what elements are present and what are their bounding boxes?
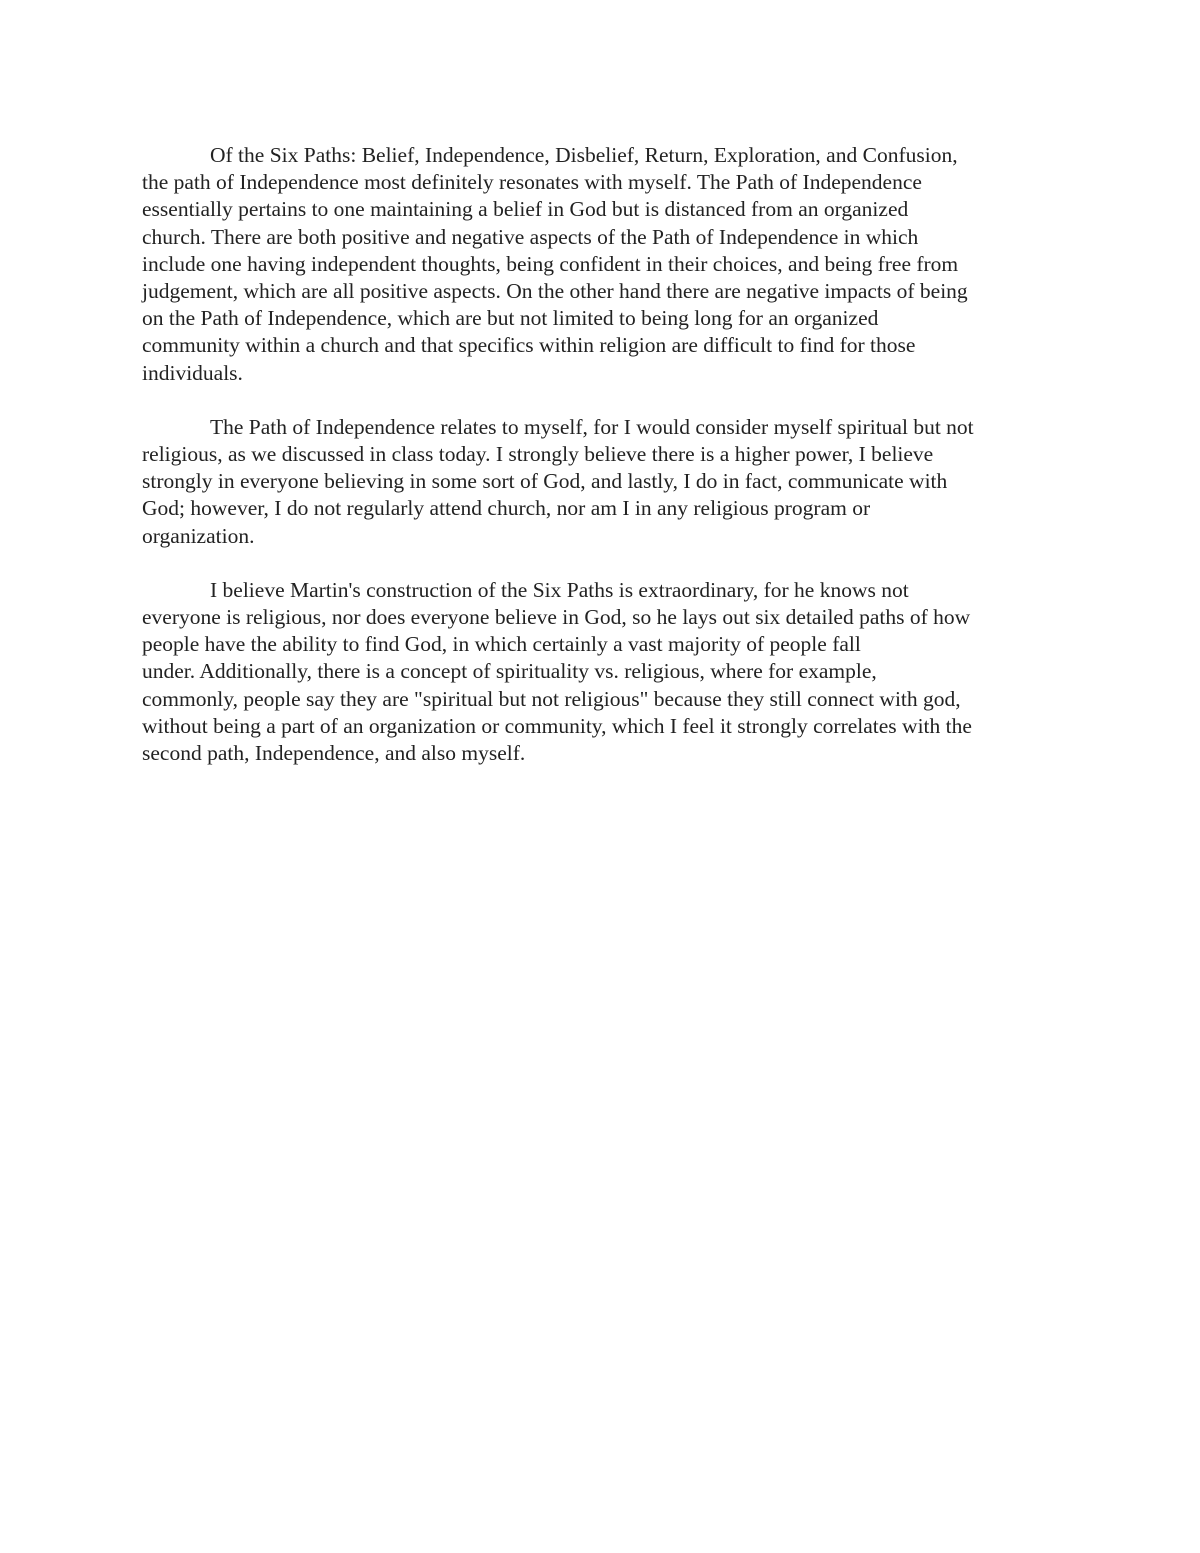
paragraph-3-line: without being a part of an organization or community, which I feel it strongly correlates with the (142, 713, 972, 738)
document-body (142, 142, 1062, 794)
paragraph-3-line: second path, Independence, and also myself. (142, 741, 526, 766)
paragraph-2-line: religious, as we discussed in class today. I strongly believe there is a higher power, I believe (142, 442, 934, 467)
paragraph-2-line: God; however, I do not regularly attend church, nor am I in any religious program or (142, 496, 871, 521)
paragraph-2 (142, 414, 1062, 550)
paragraph-3-line: everyone is religious, nor does everyone believe in God, so he lays out six detailed paths of how (142, 605, 971, 630)
paragraph-1-line: community within a church and that specifics within religion are difficult to find for those (142, 333, 916, 358)
paragraph-1-line: include one having independent thoughts, being confident in their choices, and being free from (142, 251, 959, 276)
paragraph-3-line: people have the ability to find God, in which certainly a vast majority of people fall (142, 632, 861, 657)
paragraph-1-line: the path of Independence most definitely resonates with myself. The Path of Independence (142, 170, 922, 195)
paragraph-1 (142, 142, 1062, 387)
paragraph-1-line: church. There are both positive and negative aspects of the Path of Independence in which (142, 224, 919, 249)
paragraph-1-line: judgement, which are all positive aspects. On the other hand there are negative impacts of being (142, 279, 968, 304)
paragraph-2-line: strongly in everyone believing in some sort of God, and lastly, I do in fact, communicate with (142, 469, 948, 494)
paragraph-1-line: individuals. (142, 360, 243, 385)
paragraph-1-line: Of the Six Paths: Belief, Independence, Disbelief, Return, Exploration, and Confusion, (210, 143, 958, 167)
paragraph-2-line: organization. (142, 523, 255, 548)
paragraph-3-line: under. Additionally, there is a concept of spirituality vs. religious, where for example, (142, 659, 877, 684)
paragraph-1-line: on the Path of Independence, which are but not limited to being long for an organized (142, 306, 879, 331)
paragraph-2-line: The Path of Independence relates to myself, for I would consider myself spiritual but not (210, 414, 974, 439)
paragraph-3-line: commonly, people say they are "spiritual but not religious" because they still connect with god, (142, 686, 961, 711)
paragraph-3-line: I believe Martin's construction of the Six Paths is extraordinary, for he knows not (210, 577, 909, 602)
paragraph-3 (142, 577, 1062, 767)
paragraph-1-line: essentially pertains to one maintaining a belief in God but is distanced from an organized (142, 197, 909, 222)
